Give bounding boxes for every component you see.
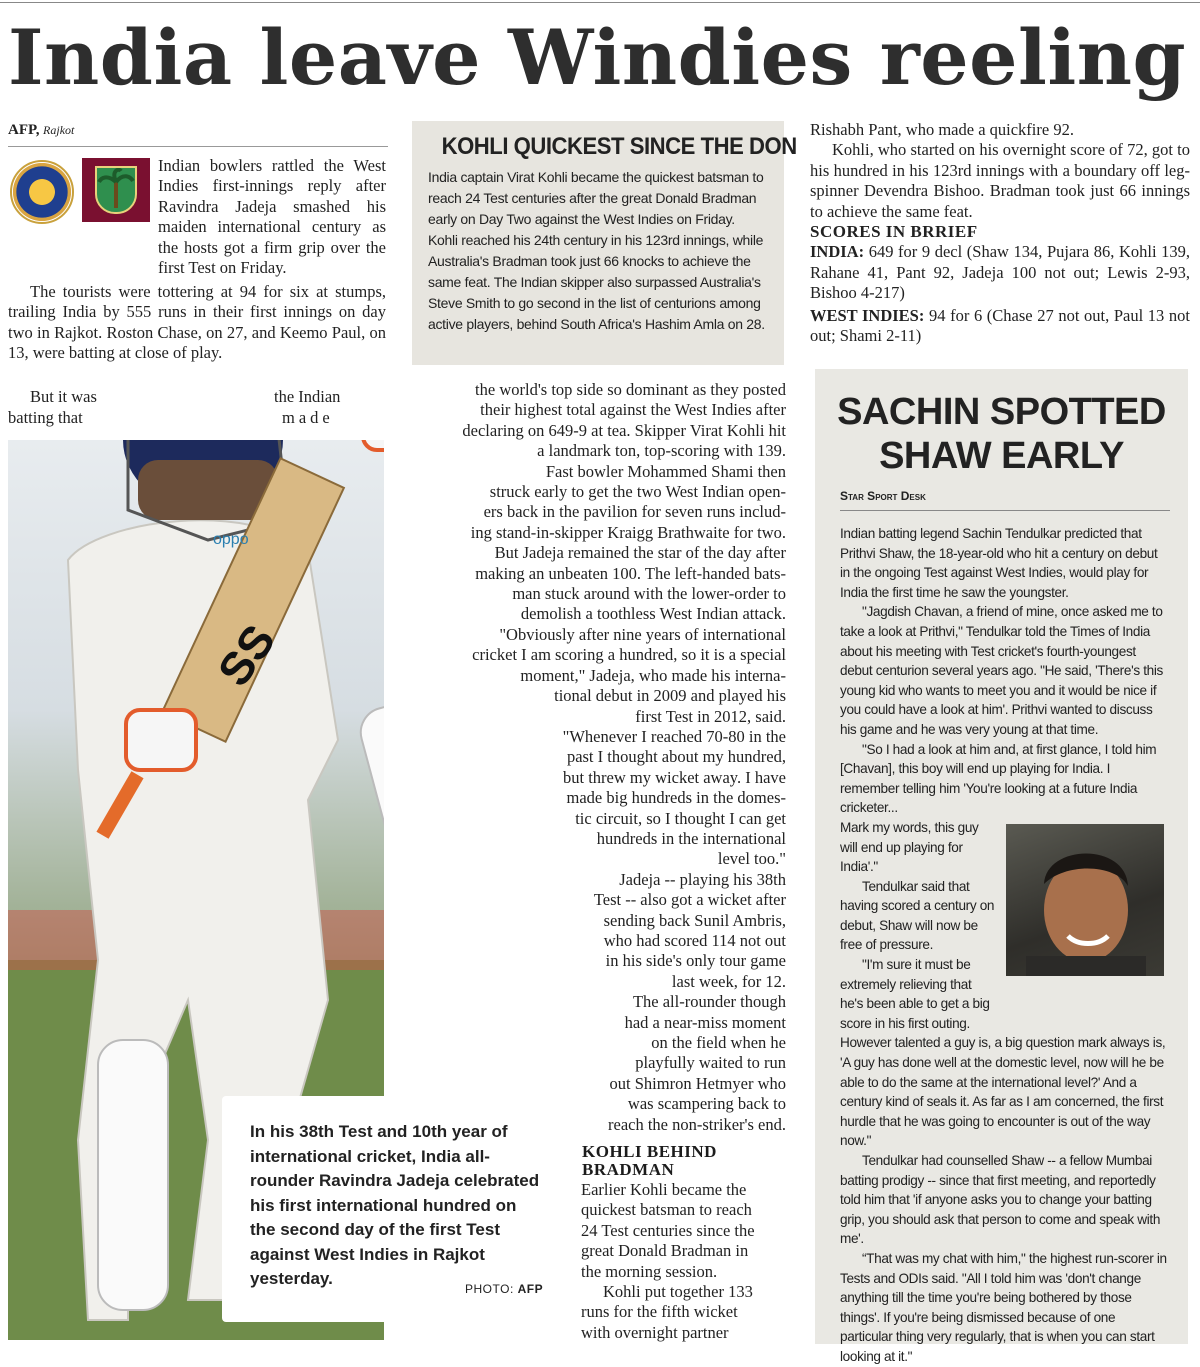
col2-line: last week, for 12. bbox=[671, 971, 786, 991]
sachin-p5c: he's been able to get a big bbox=[840, 996, 990, 1012]
col2b-line: quickest batsman to reach bbox=[581, 1200, 752, 1220]
sachin-p5d: score in his first outing. bbox=[840, 1015, 970, 1031]
byline-rule bbox=[8, 146, 388, 147]
shaw-portrait-illustration bbox=[1006, 824, 1164, 976]
sachin-p4a: Tendulkar said that bbox=[862, 878, 970, 894]
col2-line: hundreds in the international bbox=[596, 828, 786, 848]
sachin-p7: “That was my chat with him," the highest run-scorer in Tests and ODIs said. "All I told him was 'don't change anything till the time you're being bothered by those things'. If you're being dismissed because of one particular thing very regularly, that is when you can start looking at it." bbox=[840, 1250, 1167, 1364]
story-p3-line2-right: made bbox=[282, 408, 334, 427]
col2-line: declaring on 649-9 at tea. Skipper Virat Kohli hit bbox=[462, 420, 786, 440]
photo-credit-label: PHOTO: bbox=[465, 1282, 514, 1296]
story-p3-line2-left: batting that bbox=[8, 408, 83, 427]
story-paragraph-1 bbox=[8, 156, 386, 278]
col2b-line: 24 Test centuries since the bbox=[581, 1220, 755, 1240]
sachin-p3c: will end up playing for bbox=[840, 839, 963, 855]
photo-credit-agency: AFP bbox=[517, 1282, 544, 1296]
col2-line: was scampering back to bbox=[627, 1094, 786, 1114]
col2-line: demolish a toothless West Indian attack. bbox=[520, 604, 786, 624]
story-p3-line1-right: the Indian bbox=[274, 387, 341, 406]
main-story-col1-p2 bbox=[8, 282, 386, 364]
col2b-line: great Donald Bradman in bbox=[581, 1241, 749, 1261]
kohli-box-text: India captain Virat Kohli became the quickest batsman to reach 24 Test centuries after the great Donald Bradman early on Day Two against the West Indies on Friday. Kohli reached his 24th century in his 123rd innings, while Australia's Bradman took just 66 knocks to achieve the same feat. The Indian skipper also surpassed Australia's Steve Smith to go second in the list of centurions among active players, behind South Africa's Hashim Amla on 28. bbox=[428, 169, 765, 332]
col2-line: made big hundreds in the domes- bbox=[566, 788, 786, 808]
col2-line: Jadeja -- playing his 38th bbox=[619, 869, 786, 889]
sachin-p6: Tendulkar had counselled Shaw -- a fellow Mumbai batting prodigy -- since that first meeting, and reportedly told him that 'if anyone asks you to change your batting grip, you should ask that person to come and speak with me'. bbox=[840, 1153, 1161, 1247]
sachin-desk-credit: Star Sport Desk bbox=[840, 489, 926, 503]
main-story-col2 bbox=[406, 380, 786, 1135]
desk-rule bbox=[840, 510, 1170, 511]
scores-india bbox=[810, 242, 1190, 303]
col2-line: cricket I am scoring a hundred, so it is a special bbox=[472, 645, 786, 665]
shaw-photo bbox=[1006, 824, 1164, 976]
scores-west-indies bbox=[810, 306, 1190, 347]
col2b-line: Earlier Kohli became the bbox=[581, 1180, 747, 1199]
byline-place: Rajkot bbox=[43, 123, 75, 137]
col2-line: struck early to get the two West Indian open- bbox=[489, 482, 786, 502]
story-paragraph-2: The tourists were tottering at 94 for six at stumps, trailing India by 555 runs in their first innings on day two in Rajkot. Roston Chase, on 27, and Keemo Paul, on 13, were batting at close of play. bbox=[8, 282, 386, 363]
scores-heading: SCORES IN BRRIEF bbox=[810, 222, 978, 242]
bat-logo-text: SS bbox=[207, 615, 286, 696]
col2-line: playfully waited to run bbox=[635, 1053, 786, 1073]
col2-line: but threw my wicket away. I have bbox=[563, 767, 786, 787]
col2-line: had a near-miss moment bbox=[624, 1012, 786, 1032]
col2-line: a landmark ton, top-scoring with 139. bbox=[537, 441, 786, 461]
sachin-title-line2: SHAW EARLY bbox=[879, 435, 1124, 477]
subhead-kohli-behind: KOHLI BEHIND bbox=[582, 1142, 717, 1161]
byline-agency: AFP, bbox=[8, 122, 40, 138]
sachin-p4b: having scored a century on bbox=[840, 898, 995, 914]
main-story-col2b bbox=[581, 1180, 786, 1343]
col2-line: on the field when he bbox=[651, 1033, 786, 1052]
col2-line: who had scored 114 not out bbox=[603, 930, 786, 950]
story-p1-text: Indian bowlers rattled the West Indies first-innings reply after Ravindra Jadeja smashed his maiden international century as the hosts got a firm grip over the first Test on Friday. bbox=[158, 156, 386, 278]
main-story-col3 bbox=[810, 120, 1190, 346]
col2-line: The all-rounder though bbox=[632, 992, 786, 1012]
col2-line: "Obviously after nine years of international bbox=[499, 624, 786, 644]
col2-line: first Test in 2012, said. bbox=[635, 706, 786, 726]
col3-paragraph-2: Kohli, who started on his overnight score of 72, got to his hundred in his 123rd innings with a boundary off leg-spinner Devendra Bishoo. Bradman took just 66 innings to achieve the same feat. bbox=[810, 140, 1190, 221]
sachin-p5e: However talented a guy is, a big question mark always is, 'A guy has done well at the domestic level, now will he be able to do the same at the international level?' And a century kind of seals it. As far as I am concerned, the first hurdle that he was going to encounter is out of the way now." bbox=[840, 1035, 1166, 1149]
sachin-p3b: Mark my words, this guy bbox=[840, 819, 979, 835]
sachin-p4c: debut, Shaw will now be bbox=[840, 917, 978, 933]
col2b-line: the morning session. bbox=[581, 1261, 718, 1281]
scores-india-text: 649 for 9 decl (Shaw 134, Pujara 86, Kohli 139, Rahane 41, Pant 92, Jadeja 100 not out; Lewis 2-93, Bishoo 4-217) bbox=[810, 242, 1190, 303]
col2b-line: with overnight partner bbox=[581, 1322, 729, 1342]
col2-line: past I thought about my hundred, bbox=[566, 747, 786, 767]
col2-line: their highest total against the West Indies after bbox=[480, 400, 786, 420]
subhead-bradman: BRADMAN bbox=[582, 1160, 675, 1179]
scores-block bbox=[810, 242, 1190, 346]
col2-line: tional debut in 2009 and played his bbox=[554, 686, 786, 706]
col2-line: Fast bowler Mohammed Shami then bbox=[545, 461, 786, 481]
shirt-logo-text: oppo bbox=[213, 531, 249, 548]
col2b-line: runs for the fifth wicket bbox=[581, 1302, 738, 1322]
sachin-p3d: India'." bbox=[840, 859, 878, 875]
col2-line: sending back Sunil Ambris, bbox=[603, 910, 786, 930]
sachin-p4d: free of pressure. bbox=[840, 937, 934, 953]
sachin-p5b: extremely relieving that bbox=[840, 976, 972, 992]
col2-line: tic circuit, so I thought I can get bbox=[575, 808, 786, 828]
col2-line: level too." bbox=[717, 849, 786, 869]
col2-line: making an unbeaten 100. The left-handed bats- bbox=[475, 563, 786, 583]
sachin-title-line1: SACHIN SPOTTED bbox=[837, 391, 1166, 433]
top-rule bbox=[0, 2, 1200, 3]
story-p3-line1-left: But it was bbox=[30, 387, 97, 406]
col2-line: in his side's only tour game bbox=[605, 951, 786, 971]
col2-line: "Whenever I reached 70-80 in the bbox=[562, 726, 786, 746]
sachin-p5a: "I'm sure it must be bbox=[862, 957, 971, 973]
col2-line: Test -- also got a wicket after bbox=[593, 890, 786, 910]
col2-line: the world's top side so dominant as they posted bbox=[475, 380, 786, 399]
col2b-line: Kohli put together 133 bbox=[603, 1282, 753, 1302]
col2-line: moment," Jadeja, who made his interna- bbox=[520, 665, 786, 685]
col2-subhead-block bbox=[582, 1138, 786, 1180]
kohli-sidebar-box bbox=[412, 121, 797, 365]
kohli-box-title: KOHLI QUICKEST SINCE THE DON bbox=[441, 133, 797, 160]
photo-caption: In his 38th Test and 10th year of international cricket, India all-rounder Ravindra Jadeja celebrated his first international hundred on the second day of the first Test against West Indies in Rajkot yesterday. bbox=[250, 1122, 540, 1288]
photo-credit bbox=[465, 1282, 543, 1296]
col2-line: ers back in the pavilion for seven runs includ- bbox=[483, 502, 786, 522]
sachin-p2: "Jagdish Chavan, a friend of mine, once asked me to take a look at Prithvi," Tendulkar told the Times of India about his meeting with Test cricket's fourth-youngest debut centurion several years ago. "He said, 'There's this young kid who wants to meet you and it would be nice if you could have a look at him'. Prithvi wanted to discuss his game and he was very young at that time. bbox=[840, 604, 1163, 737]
scores-india-label: INDIA: bbox=[810, 242, 865, 262]
headline: India leave Windies reeling bbox=[8, 13, 1187, 102]
sachin-p1: Indian batting legend Sachin Tendulkar predicted that Prithvi Shaw, the 18-year-old who hit a century on debut in the ongoing Test against West Indies, would play for India the first time he saw the youngster. bbox=[840, 526, 1158, 600]
col3-paragraph-1: Rishabh Pant, who made a quickfire 92. bbox=[810, 120, 1074, 139]
main-story-col1 bbox=[8, 156, 386, 278]
scores-wi-label: WEST INDIES: bbox=[810, 305, 925, 325]
sachin-sidebar-title bbox=[815, 390, 1188, 478]
byline bbox=[8, 122, 388, 139]
col2-line: man stuck around with the lower-order to bbox=[512, 584, 786, 604]
col2-line: But Jadeja remained the star of the day after bbox=[494, 543, 786, 563]
col2-line: ing stand-in-skipper Kraigg Brathwaite for two. bbox=[470, 522, 786, 542]
col2-line: out Shimron Hetmyer who bbox=[609, 1073, 786, 1093]
col2-line: reach the non-striker's end. bbox=[608, 1114, 786, 1134]
sachin-p3a: "So I had a look at him and, at first glance, I told him [Chavan], this boy will end up playing for India. I remember telling him 'You're looking at a future India cricketer... bbox=[840, 741, 1157, 816]
scores-wi-text: 94 for 6 (Chase 27 not out, Paul 13 not out; Shami 2-11) bbox=[810, 305, 1191, 346]
